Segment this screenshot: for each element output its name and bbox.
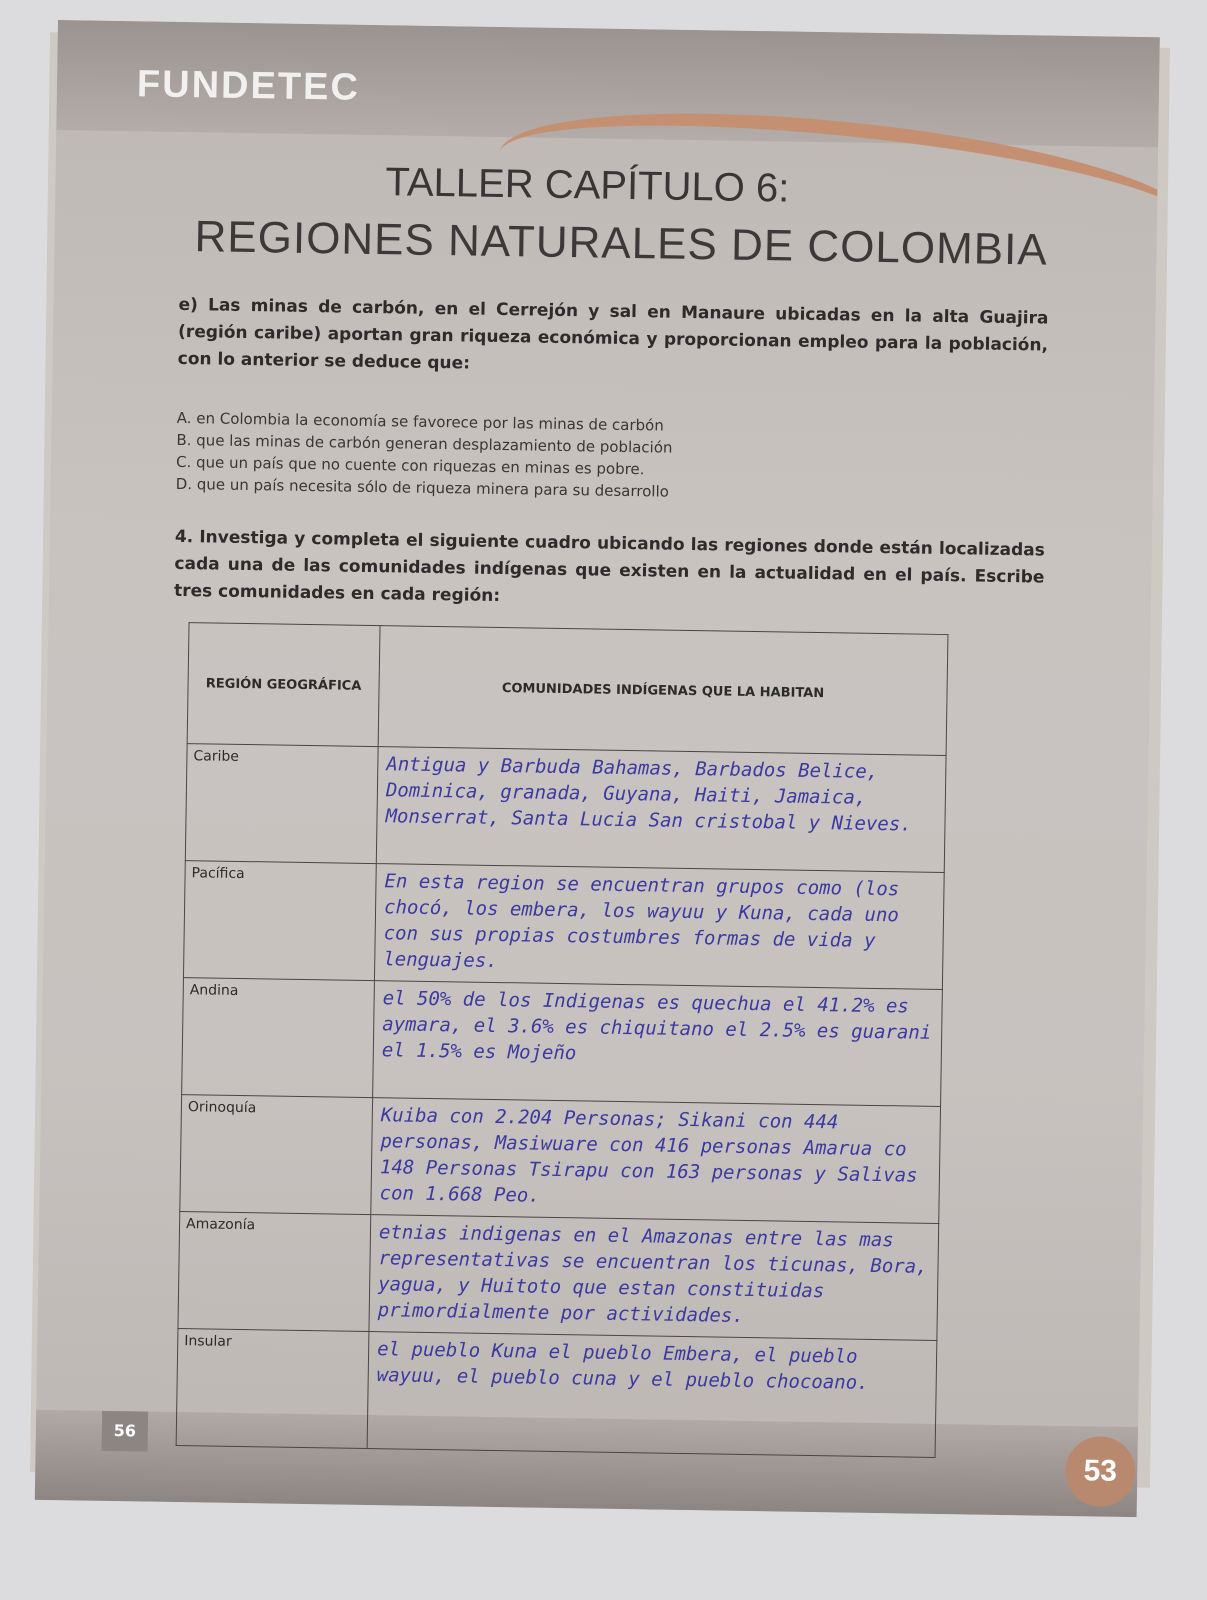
regions-table	[176, 622, 949, 1458]
option-a: A. en Colombia la economía se favorece por las minas de carbón	[176, 408, 664, 435]
region-name: Amazonía	[178, 1212, 371, 1332]
table-row	[185, 744, 946, 873]
handwritten-answer: Kuiba con 2.204 Personas; Sikani con 444 personas, Masiwuare con 416 personas Amarua co 148 Personas Tsirapu con 163 personas y Salivas con 1.668 Peo.	[371, 1098, 941, 1224]
chapter-subtitle: REGIONES NATURALES DE COLOMBIA	[194, 212, 1049, 275]
page-number-left: 56	[102, 1411, 149, 1452]
option-c: C. que un país que no cuente con riquezas en minas es pobre.	[175, 452, 645, 479]
question-e-options	[176, 407, 877, 506]
table-row	[180, 1095, 941, 1224]
region-name: Caribe	[185, 744, 378, 864]
header-communities: COMUNIDADES INDÍGENAS QUE LA HABITAN	[378, 626, 948, 756]
region-name: Pacífica	[183, 861, 376, 981]
worksheet-page	[35, 20, 1160, 1517]
question-e-text: e) Las minas de carbón, en el Cerrejón y sal en Manaure ubicadas en la alta Guajira (región caribe) aportan gran riqueza económica y proporcionan empleo para la población, con lo anterior se deduce que:	[177, 294, 1049, 374]
table-header-row	[187, 623, 948, 756]
handwritten-answer: el 50% de los Indigenas es quechua el 41.2% es aymara, el 3.6% es chiquitano el 2.5% es guarani el 1.5% es Mojeño	[373, 981, 943, 1107]
region-name: Orinoquía	[180, 1095, 373, 1215]
handwritten-answer: etnias indigenas en el Amazonas entre las mas representativas se encuentran los ticunas, Bora, yagua, y Huitoto que estan constituidas primordialmente por actividades.	[369, 1215, 939, 1341]
page-number-right: 53	[1065, 1436, 1136, 1507]
header-region: REGIÓN GEOGRÁFICA	[187, 623, 380, 747]
option-b: B. que las minas de carbón generan desplazamiento de población	[176, 430, 673, 457]
table-row	[178, 1212, 939, 1341]
option-d: D. que un país necesita sólo de riqueza minera para su desarrollo	[175, 474, 670, 501]
table-row	[183, 861, 944, 990]
brand-logo: FUNDETEC	[136, 63, 361, 109]
region-name: Andina	[182, 978, 375, 1098]
table-row	[176, 1329, 937, 1458]
handwritten-answer: el pueblo Kuna el pueblo Embera, el pueblo wayuu, el pueblo cuna y el pueblo chocoano.	[367, 1332, 937, 1458]
handwritten-answer: En esta region se encuentran grupos como (los chocó, los embera, los wayuu y Kuna, cada uno con sus propias costumbres formas de vida y lenguajes.	[374, 864, 944, 990]
region-name: Insular	[176, 1329, 369, 1449]
chapter-title: TALLER CAPÍTULO 6:	[385, 160, 790, 211]
handwritten-answer: Antigua y Barbuda Bahamas, Barbados Belice, Dominica, granada, Guyana, Haiti, Jamaica, Monserrat, Santa Lucia San cristobal y Nieves.	[376, 747, 946, 873]
question-4-text: 4. Investiga y completa el siguiente cuadro ubicando las regiones donde están localizadas cada una de las comunidades indígenas que existen en la actualidad en el país. Escribe tres comunidades en cada región:	[173, 526, 1045, 607]
table-row	[182, 978, 943, 1107]
